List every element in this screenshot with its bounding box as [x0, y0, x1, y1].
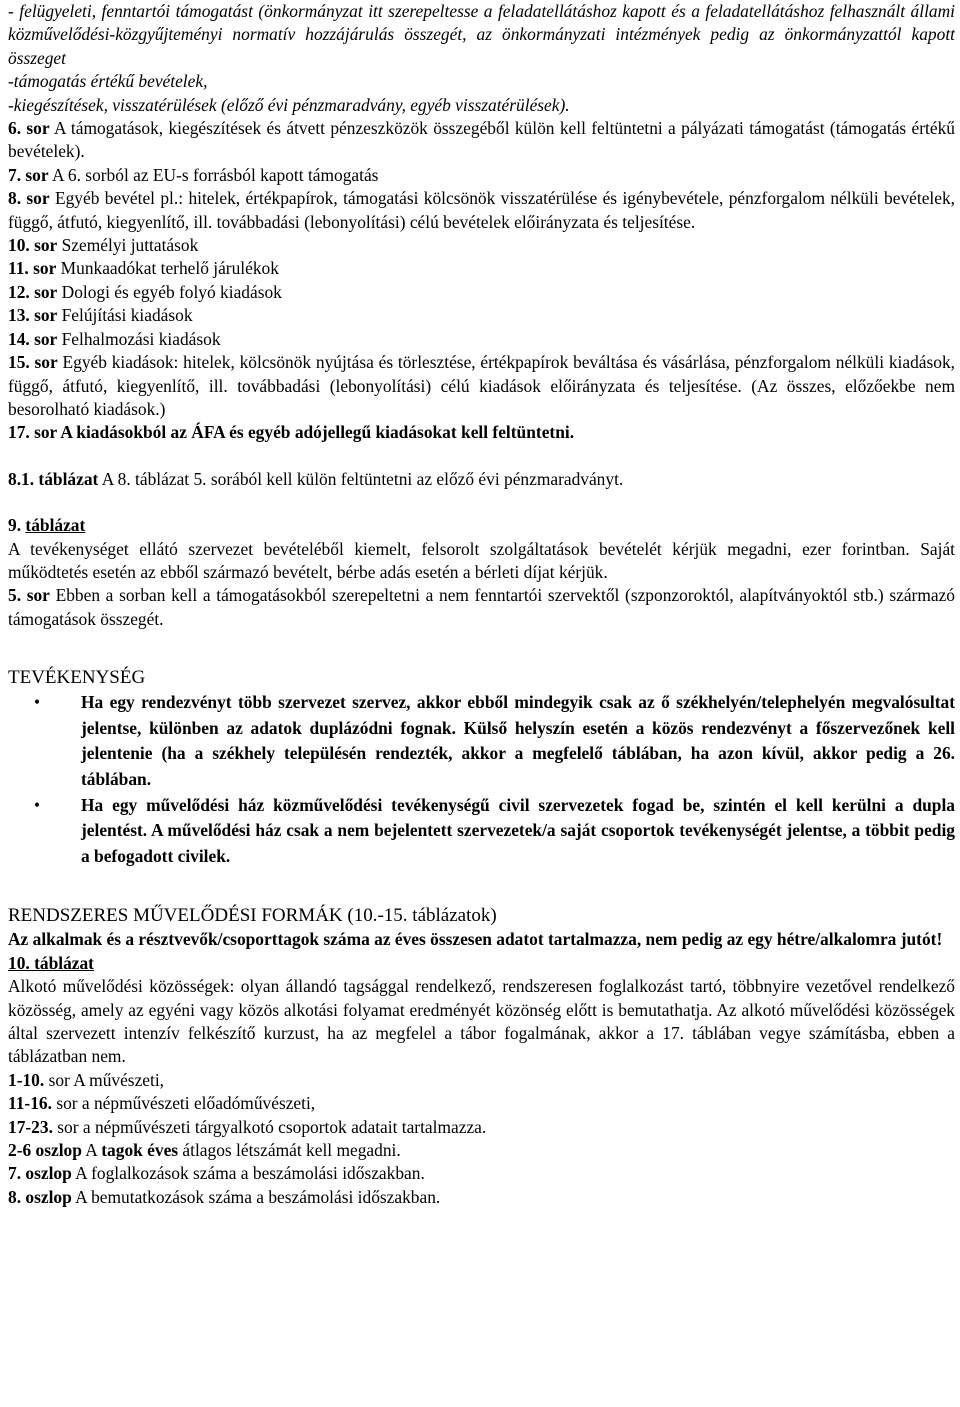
row-sor: sor — [29, 235, 58, 256]
row-13 — [8, 304, 955, 327]
column-text-bold: tagok éves — [101, 1139, 179, 1160]
list-item — [8, 690, 955, 792]
table-8-1-note — [8, 468, 955, 491]
table-8-1-text: A 8. táblázat 5. sorából kell külön feltüntetni az előző évi pénzmaradványt. — [98, 468, 624, 489]
table-9-heading — [8, 514, 955, 537]
activity-bullet-list — [8, 690, 955, 869]
row-sor: sor — [29, 352, 58, 373]
row-number: 10. — [8, 235, 30, 256]
rows-17-23 — [8, 1116, 955, 1139]
bullet-icon: • — [34, 692, 41, 713]
row-text: A 6. sorból az EU-s forrásból kapott támogatás — [48, 164, 379, 185]
row-8 — [8, 187, 955, 234]
row-number: 12. — [8, 281, 30, 302]
row-text: Munkaadókat terhelő járulékok — [56, 258, 279, 279]
row-range-text: sor A művészeti, — [44, 1069, 165, 1090]
row-12 — [8, 281, 955, 304]
row-sor: sor — [29, 281, 58, 302]
regular-forms-heading: RENDSZERES MŰVELŐDÉSI FORMÁK (10.-15. táblázatok) — [8, 905, 497, 927]
row-number: 15. — [8, 352, 30, 373]
row-sor: sor — [29, 305, 58, 326]
table-9-description: A tevékenységet ellátó szervezet bevételéből kiemelt, felsorolt szolgáltatások bevételét kérjük megadni, ezer forintban. Saját működtetés esetén az ebből származó bevételt, bérbe adás esetén a bérleti díjat kérjük. — [8, 538, 955, 582]
row-number: 14. — [8, 328, 30, 349]
row-6 — [8, 117, 955, 164]
row-text: Felújítási kiadások — [57, 305, 193, 326]
row-label: 8. sor — [8, 188, 50, 209]
rows-1-10 — [8, 1069, 955, 1092]
column-text: A foglalkozások száma a beszámolási időszakban. — [71, 1163, 425, 1184]
row-text: Személyi juttatások — [57, 235, 199, 256]
table-8-1-label: 8.1. táblázat — [8, 468, 99, 489]
row-text: A támogatások, kiegészítések és átvett pénzeszközök összegéből külön kell feltüntetni a pályázati támogatást (támogatás értékű bevételek). — [8, 118, 955, 162]
spacer — [8, 654, 955, 666]
spacer — [8, 631, 955, 654]
row-label: 6. sor — [8, 118, 50, 139]
column-text: átlagos létszámát kell megadni. — [178, 1139, 401, 1160]
regular-forms-note: Az alkalmak és a résztvevők/csoporttagok száma az éves összesen adatot tartalmazza, nem pedig az egy hétre/alkalomra jutót! — [8, 929, 943, 950]
document-page — [8, 0, 955, 1209]
row-label: 5. sor — [8, 585, 50, 606]
row-range-label: 1-10. — [8, 1069, 45, 1090]
row-text: Ebben a sorban kell a támogatásokból szerepeltetni a nem fenntartói szervektől (szponzoroktól, alapítványoktól stb.) származó támogatások összegét. — [8, 585, 955, 629]
row-range-label: 11-16. — [8, 1093, 52, 1114]
spacer — [8, 869, 955, 892]
row-17: 17. sor A kiadásokból az ÁFA és egyéb adójellegű kiadásokat kell feltüntetni. — [8, 422, 575, 443]
intro-line-support: -támogatás értékű bevételek, — [8, 71, 208, 92]
table-9-row-5 — [8, 584, 955, 631]
column-label: 2-6 oszlop — [8, 1139, 82, 1160]
row-label: 7. sor — [8, 164, 49, 185]
row-15 — [8, 351, 955, 421]
rows-11-16 — [8, 1092, 955, 1115]
column-text: A bemutatkozások száma a beszámolási időszakban. — [71, 1186, 441, 1207]
spacer — [8, 892, 955, 904]
row-number: 13. — [8, 305, 30, 326]
row-sor: sor — [29, 328, 58, 349]
row-text: Dologi és egyéb folyó kiadások — [57, 281, 282, 302]
row-14 — [8, 328, 955, 351]
spacer — [8, 445, 955, 468]
intro-line-supplements: -kiegészítések, visszatérülések (előző évi pénzmaradvány, egyéb visszatérülések). — [8, 94, 570, 115]
table-10-heading — [8, 952, 955, 975]
column-label: 8. oszlop — [8, 1186, 72, 1207]
bullet-icon: • — [34, 794, 41, 815]
table-10-label: 10. táblázat — [8, 952, 94, 973]
column-8 — [8, 1186, 955, 1209]
bullet-text: Ha egy rendezvényt több szervezet szervez, akkor ebből mindegyik csak az ő székhelyén/telephelyén megvalósultat jelentse, különben az adatok duplázódni fognak. Külső helyszín esetén a közös rendezvényt a főszervezőnek kell jelentenie (ha a székhely településén rendezték, akkor a megfelelő táblában, ha azon kívül, akkor pedig a 26. táblában. — [81, 692, 955, 789]
row-range-text: sor a népművészeti tárgyalkotó csoportok adatait tartalmazza. — [52, 1116, 487, 1137]
row-range-text: sor a népművészeti előadóművészeti, — [51, 1093, 316, 1114]
table-9-number: 9. — [8, 515, 22, 536]
column-text: A — [81, 1139, 102, 1160]
column-label: 7. oszlop — [8, 1163, 72, 1184]
row-range-label: 17-23. — [8, 1116, 53, 1137]
row-text: Egyéb kiadások: hitelek, kölcsönök nyújtása és törlesztése, értékpapírok beváltása és vásárlása, pénzforgalom nélküli kiadások, függő, átfutó, kiegyenlítő, ill. továbbadási (lebonyolítási) célú kiadások előirányzata és teljesítése. (Az összes, előzőekbe nem besorolható kiadások.) — [8, 352, 955, 419]
row-text: Felhalmozási kiadások — [57, 328, 221, 349]
row-10 — [8, 234, 955, 257]
activity-heading: TEVÉKENYSÉG — [8, 667, 146, 689]
list-item — [8, 793, 955, 870]
row-text: Egyéb bevétel pl.: hitelek, értékpapírok, támogatási kölcsönök visszatérülése és igénybevétele, pénzforgalom nélküli bevételek, függő, átfutó, kiegyenlítő, ill. továbbadási (lebonyolítási) célú bevételek előirányzata és teljesítése. — [8, 188, 956, 232]
row-number: 11. — [8, 258, 29, 279]
columns-2-6 — [8, 1139, 955, 1162]
table-10-description: Alkotó művelődési közösségek: olyan állandó tagsággal rendelkező, rendszeresen foglalkozást tartó, többnyire vezetővel rendelkező közösség, amely az egyéni vagy közös alkotási folyamat eredményét közönség előtt is bemutathatja. Az alkotó művelődési közösségek által szervezett intenzív felkészítő kurzust, ha az megfelel a tábor fogalmának, akkor a 17. táblában vegye számításba, ebben a táblázatban nem. — [8, 976, 955, 1067]
row-7 — [8, 164, 955, 187]
spacer — [8, 491, 955, 514]
column-7 — [8, 1162, 955, 1185]
bullet-text: Ha egy művelődési ház közművelődési tevékenységű civil szervezetek fogad be, szintén el kell kerülni a dupla jelentést. A művelődési ház csak a nem bejelentett szervezetek/a saját csoportok tevékenységét jelentse, a többit pedig a befogadott civilek. — [81, 794, 955, 866]
intro-paragraph: - felügyeleti, fenntartói támogatást (önkormányzat itt szerepeltesse a feladatellátáshoz kapott és a feladatellátáshoz felhasznált állami közművelődési-közgyűjteményi normatív hozzájárulás összegét, az önkormányzati intézmények pedig az önkormányzattól kapott összeget — [8, 1, 955, 68]
row-11 — [8, 257, 955, 280]
table-9-label: táblázat — [25, 515, 86, 536]
row-sor: sor — [28, 258, 57, 279]
